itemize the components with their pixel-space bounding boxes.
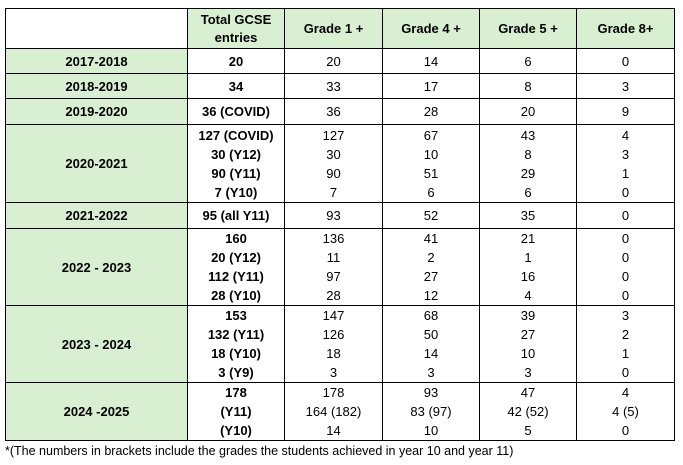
cell-value: 127 (COVID)	[198, 127, 274, 143]
cell-value: 1	[524, 250, 532, 265]
cell-value: 30 (Y12)	[211, 146, 261, 162]
table-row	[6, 306, 675, 383]
cell-value: 6	[427, 184, 435, 200]
year-cell: 2019-2020	[6, 99, 188, 125]
cell-value: 0	[621, 184, 630, 200]
grade-8-cell	[577, 125, 675, 203]
cell-value: 12	[423, 288, 439, 303]
cell-value: 4	[524, 288, 532, 303]
cell-value: 34	[228, 78, 244, 94]
cell-value: 3	[427, 365, 435, 380]
table-row	[6, 125, 675, 203]
grade-8-cell	[577, 74, 675, 99]
cell-value: 95 (all Y11)	[202, 208, 270, 223]
cell-value: 21	[520, 231, 536, 246]
grade-5-cell	[480, 74, 577, 99]
grade-4-cell	[383, 383, 480, 441]
header-corner	[6, 9, 188, 49]
grade-8-cell	[577, 383, 675, 441]
cell-value: 3	[329, 365, 338, 380]
cell-value: (Y10)	[220, 423, 252, 438]
cell-value: 93	[326, 208, 341, 223]
cell-value: 67	[423, 127, 439, 143]
table-row	[6, 99, 675, 125]
cell-value: 153	[225, 308, 247, 323]
cell-value: 97	[326, 269, 341, 284]
cell-value: 3	[621, 308, 630, 323]
cell-value: 8	[524, 146, 532, 162]
cell-value: 42 (52)	[507, 404, 549, 419]
cell-value: 51	[423, 165, 439, 181]
cell-value: 10	[423, 423, 439, 438]
cell-value: 18	[326, 346, 341, 361]
cell-value: 39	[520, 308, 536, 323]
cell-value: 1	[621, 346, 630, 361]
cell-value: 112 (Y11)	[208, 269, 264, 284]
total-entries-cell	[188, 74, 285, 99]
footnote: *(The numbers in brackets include the grades the students achieved in year 10 and year 11)	[5, 444, 514, 458]
header-grade-8: Grade 8+	[577, 9, 675, 49]
cell-value: 20 (Y12)	[211, 250, 261, 265]
total-entries-cell	[188, 306, 285, 383]
grade-5-cell	[480, 383, 577, 441]
cell-value: 11	[326, 250, 341, 265]
year-cell: 2022 - 2023	[6, 229, 188, 306]
table-row	[6, 74, 675, 99]
year-cell: 2023 - 2024	[6, 306, 188, 383]
cell-value: 4	[621, 127, 630, 143]
grade-1-cell	[285, 229, 383, 306]
grade-8-cell	[577, 306, 675, 383]
cell-value: 5	[524, 423, 532, 438]
cell-value: 83 (97)	[410, 404, 452, 419]
total-entries-cell	[188, 203, 285, 229]
header-grade-1: Grade 1 +	[285, 9, 383, 49]
grade-1-cell	[285, 203, 383, 229]
cell-value: 14	[423, 346, 439, 361]
cell-value: 178	[225, 385, 247, 400]
cell-value: 147	[322, 308, 345, 323]
cell-value: 68	[423, 308, 439, 323]
cell-value: 28 (Y10)	[211, 288, 261, 303]
grade-1-cell	[285, 306, 383, 383]
cell-value: 1	[621, 165, 630, 181]
total-entries-cell	[188, 49, 285, 74]
cell-value: 0	[621, 269, 630, 284]
grade-4-cell	[383, 203, 480, 229]
cell-value: 36	[326, 104, 341, 119]
grade-8-cell	[577, 49, 675, 74]
cell-value: 0	[621, 53, 630, 69]
table-row	[6, 203, 675, 229]
cell-value: 3 (Y9)	[218, 365, 254, 380]
cell-value: 20	[520, 104, 536, 119]
grade-4-cell	[383, 49, 480, 74]
year-cell: 2024 -2025	[6, 383, 188, 441]
grade-5-cell	[480, 125, 577, 203]
grade-8-cell	[577, 229, 675, 306]
cell-value: 20	[326, 53, 341, 69]
cell-value: 9	[621, 104, 630, 119]
cell-value: 4	[621, 385, 630, 400]
cell-value: 17	[423, 78, 439, 94]
cell-value: 6	[524, 53, 532, 69]
total-entries-cell	[188, 383, 285, 441]
grade-5-cell	[480, 99, 577, 125]
year-cell: 2017-2018	[6, 49, 188, 74]
year-cell: 2020-2021	[6, 125, 188, 203]
grade-5-cell	[480, 203, 577, 229]
cell-value: 0	[621, 365, 630, 380]
total-entries-cell	[188, 99, 285, 125]
cell-value: 90 (Y11)	[211, 165, 261, 181]
grade-1-cell	[285, 99, 383, 125]
cell-value: 136	[322, 231, 345, 246]
cell-value: 36 (COVID)	[202, 104, 270, 119]
total-entries-cell	[188, 125, 285, 203]
total-entries-cell	[188, 229, 285, 306]
grade-5-cell	[480, 229, 577, 306]
grade-4-cell	[383, 125, 480, 203]
cell-value: 93	[423, 385, 439, 400]
grade-1-cell	[285, 74, 383, 99]
cell-value: 0	[621, 208, 630, 223]
grade-4-cell	[383, 99, 480, 125]
cell-value: 178	[322, 385, 345, 400]
header-grade-5: Grade 5 +	[480, 9, 577, 49]
cell-value: 0	[621, 231, 630, 246]
cell-value: 16	[520, 269, 536, 284]
cell-value: (Y11)	[220, 404, 252, 419]
cell-value: 10	[423, 146, 439, 162]
cell-value: 27	[423, 269, 439, 284]
cell-value: 33	[326, 78, 341, 94]
cell-value: 90	[326, 165, 341, 181]
cell-value: 28	[423, 104, 439, 119]
grade-1-cell	[285, 383, 383, 441]
year-cell: 2018-2019	[6, 74, 188, 99]
cell-value: 52	[423, 208, 439, 223]
cell-value: 4 (5)	[612, 404, 639, 419]
cell-value: 6	[524, 184, 532, 200]
table-row	[6, 49, 675, 74]
cell-value: 7 (Y10)	[214, 184, 258, 200]
grade-4-cell	[383, 306, 480, 383]
table-row	[6, 229, 675, 306]
year-cell: 2021-2022	[6, 203, 188, 229]
cell-value: 3	[621, 146, 630, 162]
grade-8-cell	[577, 99, 675, 125]
header-grade-4: Grade 4 +	[383, 9, 480, 49]
cell-value: 41	[423, 231, 439, 246]
grade-4-cell	[383, 229, 480, 306]
grade-1-cell	[285, 49, 383, 74]
header-row	[6, 9, 675, 49]
cell-value: 3	[524, 365, 532, 380]
cell-value: 132 (Y11)	[207, 327, 265, 342]
grade-1-cell	[285, 125, 383, 203]
cell-value: 18 (Y10)	[211, 346, 261, 361]
cell-value: 47	[520, 385, 536, 400]
cell-value: 7	[329, 184, 338, 200]
gcse-results-table	[5, 8, 675, 441]
cell-value: 35	[520, 208, 536, 223]
cell-value: 0	[621, 423, 630, 438]
cell-value: 14	[326, 423, 341, 438]
cell-value: 28	[326, 288, 341, 303]
cell-value: 164 (182)	[305, 404, 362, 419]
cell-value: 20	[228, 53, 244, 69]
cell-value: 27	[520, 327, 536, 342]
cell-value: 8	[524, 78, 532, 94]
grade-8-cell	[577, 203, 675, 229]
cell-value: 30	[326, 146, 341, 162]
cell-value: 43	[520, 127, 536, 143]
cell-value: 14	[423, 53, 439, 69]
cell-value: 3	[621, 78, 630, 94]
cell-value: 160	[225, 231, 247, 246]
cell-value: 126	[322, 327, 345, 342]
cell-value: 50	[423, 327, 439, 342]
cell-value: 2	[427, 250, 435, 265]
cell-value: 127	[322, 127, 345, 143]
grade-4-cell	[383, 74, 480, 99]
cell-value: 29	[520, 165, 536, 181]
cell-value: 10	[520, 346, 536, 361]
table-body	[6, 49, 675, 441]
cell-value: 2	[621, 327, 630, 342]
grade-5-cell	[480, 49, 577, 74]
header-total-entries: Total GCSE entries	[188, 9, 285, 49]
results-table-container	[5, 8, 675, 441]
grade-5-cell	[480, 306, 577, 383]
table-row	[6, 383, 675, 441]
cell-value: 0	[621, 250, 630, 265]
cell-value: 0	[621, 288, 630, 303]
